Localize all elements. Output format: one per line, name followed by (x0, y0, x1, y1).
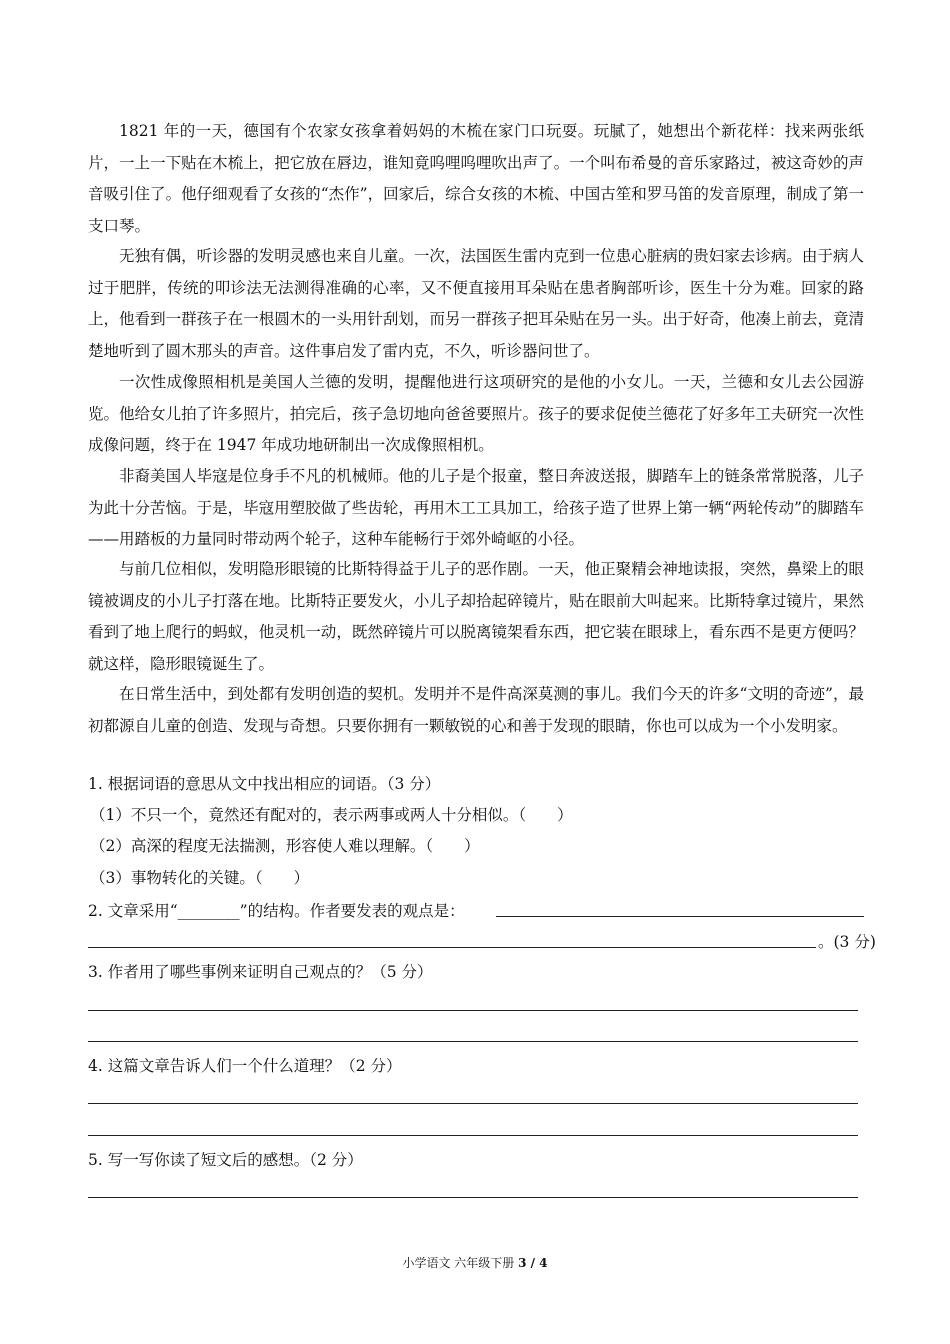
question-1: 1. 根据词语的意思从文中找出相应的词语。（3 分） (88, 775, 441, 793)
answer-line-2b[interactable] (88, 947, 816, 948)
answer-line-4b[interactable] (88, 1135, 858, 1136)
question-2: 2. 文章采用“________”的结构。作者要发表的观点是： (88, 902, 465, 920)
answer-line-4a[interactable] (88, 1103, 858, 1104)
passage-paragraph-4: 非裔美国人毕寇是位身手不凡的机械师。他的儿子是个报童，整日奔波送报，脚踏车上的链条常常脱落，儿子为此十分苦恼。于是，毕寇用塑胶做了些齿轮，再用木工工具加工，给孩子造了世界上第一辆“两轮传动”的脚踏车——用踏板的力量同时带动两个轮子，这种车能畅行于郊外崎岖的小径。 (88, 467, 864, 548)
answer-line-5[interactable] (88, 1197, 858, 1198)
passage-paragraph-2: 无独有偶，听诊器的发明灵感也来自儿童。一次，法国医生雷内克到一位患心脏病的贵妇家去诊病。由于病人过于肥胖，传统的叩诊法无法测得准确的心率，又不便直接用耳朵贴在患者胸部听诊，医生十分为难。回家的路上，他看到一群孩子在一根圆木的一头用针刮划，而另一群孩子把耳朵贴在另一头。出于好奇，他凑上前去，竟清楚地听到了圆木那头的声音。这件事启发了雷内克，不久，听诊器问世了。 (88, 247, 864, 360)
passage-paragraph-1: 1821 年的一天，德国有个农家女孩拿着妈妈的木梳在家门口玩耍。玩腻了，她想出个新花样：找来两张纸片，一上一下贴在木梳上，把它放在唇边，谁知竟呜哩呜哩吹出声了。一个叫布希曼的音乐家路过，被这奇妙的声音吸引住了。他仔细观看了女孩的“杰作”，回家后，综合女孩的木梳、中国古笙和罗马笛的发音原理，制成了第一支口琴。 (88, 122, 864, 235)
passage-paragraph-3: 一次性成像照相机是美国人兰德的发明，提醒他进行这项研究的是他的小女儿。一天，兰德和女儿去公园游览。他给女儿拍了许多照片，拍完后，孩子急切地向爸爸要照片。孩子的要求促使兰德花了好多年工夫研究一次性成像问题，终于在 1947 年成功地研制出一次成像照相机。 (88, 373, 864, 454)
answer-line-3a[interactable] (88, 1010, 858, 1011)
passage-paragraph-6: 在日常生活中，到处都有发明创造的契机。发明并不是件高深莫测的事儿。我们今天的许多“文明的奇迹”，最初都源自儿童的创造、发现与奇想。只要你拥有一颗敏锐的心和善于发现的眼睛，你也可以成为一个小发明家。 (88, 685, 864, 735)
page-number: 3 / 4 (518, 1256, 548, 1270)
footer-label: 小学语文 六年级下册 (402, 1256, 519, 1270)
question-3: 3. 作者用了哪些事例来证明自己观点的？（5 分） (88, 963, 433, 981)
question-5: 5. 写一写你读了短文后的感想。（2 分） (88, 1151, 363, 1169)
page-footer (0, 1254, 950, 1271)
question-1-item-3: （3）事物转化的关键。（ ） (90, 869, 310, 887)
question-4: 4. 这篇文章告诉人们一个什么道理？（2 分） (88, 1057, 402, 1075)
answer-line-2a[interactable] (496, 916, 864, 917)
question-2-score: 。(3 分) (818, 933, 876, 951)
question-1-item-1: （1）不只一个，竟然还有配对的，表示两事或两人十分相似。（ ） (90, 806, 573, 824)
question-1-item-2: （2）高深的程度无法揣测，形容使人难以理解。（ ） (90, 837, 480, 855)
passage-paragraph-5: 与前几位相似，发明隐形眼镜的比斯特得益于儿子的恶作剧。一天，他正聚精会神地读报，突然，鼻梁上的眼镜被调皮的小儿子打落在地。比斯特正要发火，小儿子却拾起碎镜片，贴在眼前大叫起来。比斯特拿过镜片，果然看到了地上爬行的蚂蚁，他灵机一动，既然碎镜片可以脱离镜架看东西，把它装在眼球上，看东西不是更方便吗？就这样，隐形眼镜诞生了。 (88, 560, 864, 673)
answer-line-3b[interactable] (88, 1041, 858, 1042)
